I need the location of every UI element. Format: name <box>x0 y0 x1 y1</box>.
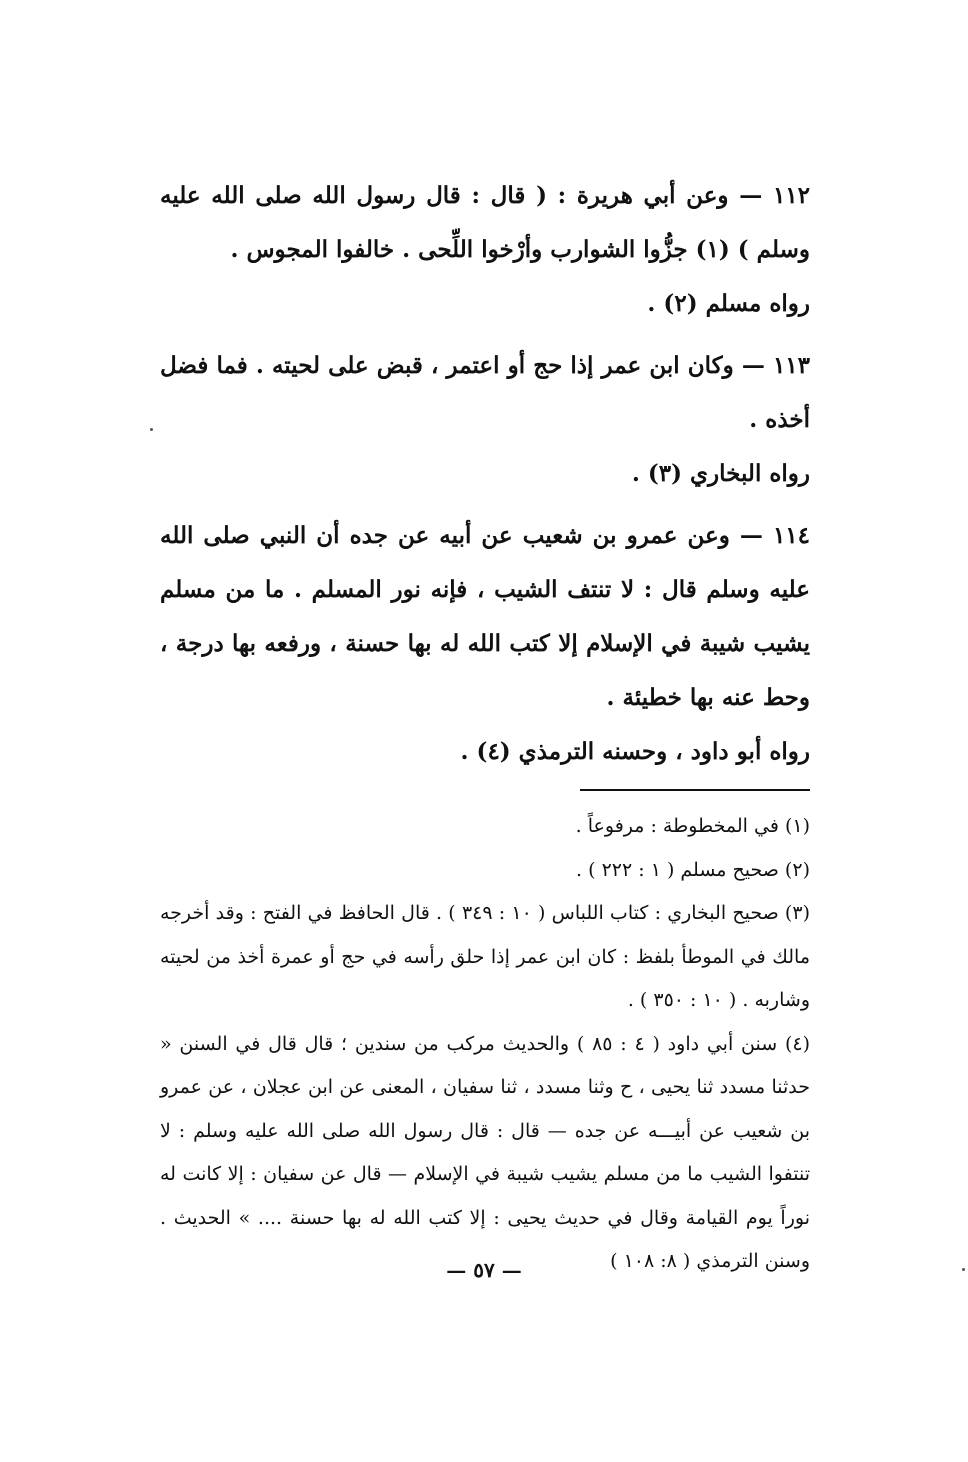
footnote-divider <box>580 789 810 791</box>
footnote-4: (٤) سنن أبي داود ( ٤ : ٨٥ ) والحديث مركب من سندين ؛ قال قال في السنن « حدثنا مسدد ثنا يحيى ، ح وثنا مسدد ، ثنا سفيان ، المعنى عن ابن عجلان ، عن عمرو بن شعيب عن أبيـــه عن جده — قال : قال رسول الله صلى الله عليه وسلم : لا تنتفوا الشيب ما من مسلم يشيب شيبة في الإسلام — قال عن سفيان : إلا كانت له نوراً يوم القيامة وقال في حديث يحيى : إلا كتب الله له بها حسنة .... » الحديث . وسنن الترمذي ( ٨: ١٠٨ ) <box>160 1032 810 1272</box>
hadith-112: ١١٢ — وعن أبي هريرة : ( قال : قال رسول الله صلى الله عليه وسلم ) (١) جزُّوا الشوارب وأرْخوا اللِّحى . خالفوا المجوس . <box>160 182 810 263</box>
scan-speck <box>150 428 153 431</box>
page-body <box>160 165 810 1284</box>
hadith-113: ١١٣ — وكان ابن عمر إذا حج أو اعتمر ، قبض على لحيته . فما فضل أخذه . <box>160 352 810 433</box>
page-number: — ٥٧ — <box>446 1258 522 1282</box>
footnote-1: (١) في المخطوطة : مرفوعاً . <box>575 815 810 837</box>
main-text <box>160 169 810 779</box>
footnote-2: (٢) صحيح مسلم ( ١ : ٢٢٢ ) . <box>576 858 810 881</box>
hadith-114-source: رواه أبو داود ، وحسنه الترمذي (٤) . <box>460 738 810 765</box>
scan-speck <box>962 1268 965 1271</box>
footnote-3: (٣) صحيح البخاري : كتاب اللباس ( ١٠ : ٣٤٩ ) . قال الحافظ في الفتح : وقد أخرجه مالك في الموطأ بلفظ : كان ابن عمر إذا حلق رأسه في حج أو عمرة أخذ من لحيته وشاربه . ( ١٠ : ٣٥٠ ) . <box>160 902 810 1011</box>
footnotes <box>160 805 810 1284</box>
hadith-114: ١١٤ — وعن عمرو بن شعيب عن أبيه عن جده أن النبي صلى الله عليه وسلم قال : لا تنتف الشيب ، فإنه نور المسلم . ما من مسلم يشيب شيبة في الإسلام إلا كتب الله له بها حسنة ، ورفعه بها درجة ، وحط عنه بها خطيئة . <box>160 522 810 711</box>
hadith-112-source: رواه مسلم (٢) . <box>647 290 810 317</box>
hadith-113-source: رواه البخاري (٣) . <box>631 460 810 487</box>
